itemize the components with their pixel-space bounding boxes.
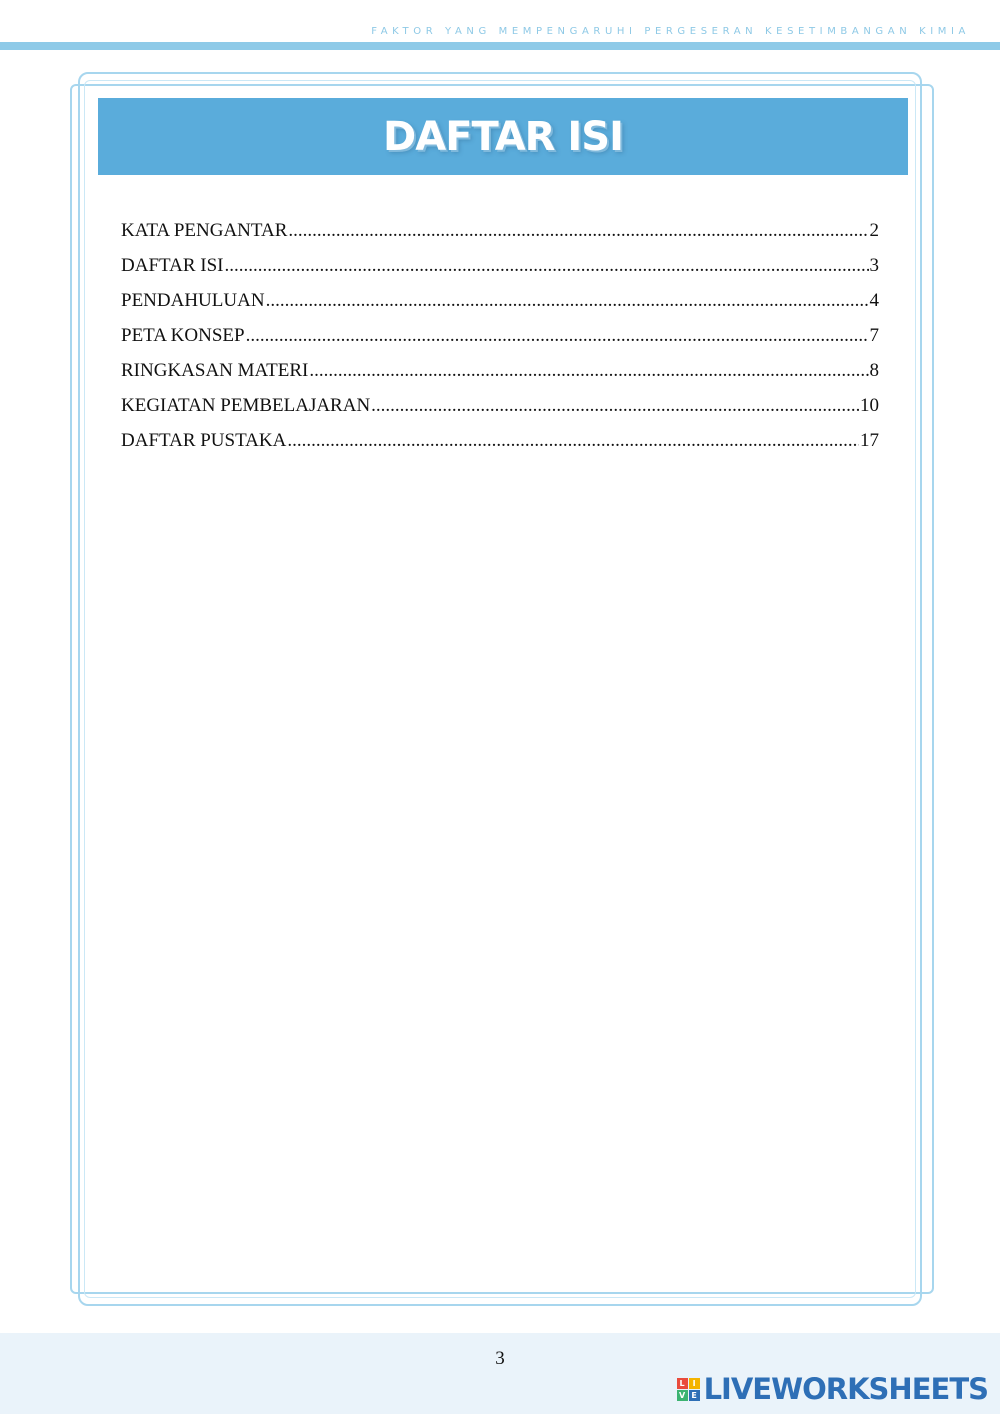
logo-square-l: L: [677, 1378, 688, 1389]
toc-entry-page: 8: [869, 360, 879, 381]
toc-dot-leader: [288, 220, 868, 242]
logo-square-e: E: [689, 1390, 700, 1401]
toc-entry-label: DAFTAR PUSTAKA: [121, 430, 287, 451]
toc-dot-leader: [371, 395, 859, 417]
toc-entry[interactable]: [121, 220, 879, 255]
liveworksheets-logo-icon: [677, 1378, 700, 1401]
toc-entry-page: 4: [869, 290, 879, 311]
toc-entry[interactable]: [121, 325, 879, 360]
table-of-contents: [121, 220, 879, 465]
page-number: 3: [495, 1348, 505, 1369]
toc-entry-label: KEGIATAN PEMBELAJARAN: [121, 395, 371, 416]
logo-square-i: I: [689, 1378, 700, 1389]
toc-entry[interactable]: [121, 430, 879, 465]
toc-entry-label: KATA PENGANTAR: [121, 220, 288, 241]
toc-dot-leader: [224, 255, 868, 277]
toc-entry-page: 7: [869, 325, 879, 346]
toc-entry-page: 10: [860, 395, 879, 416]
toc-entry-page: 3: [869, 255, 879, 276]
running-header-title: FAKTOR YANG MEMPENGARUHI PERGESERAN KESETIMBANGAN KIMIA: [371, 26, 970, 37]
toc-entry-label: RINGKASAN MATERI: [121, 360, 309, 381]
toc-entry[interactable]: [121, 290, 879, 325]
title-banner: [98, 98, 908, 175]
toc-entry[interactable]: [121, 360, 879, 395]
toc-dot-leader: [287, 430, 859, 452]
logo-square-v: V: [677, 1390, 688, 1401]
toc-entry-label: PETA KONSEP: [121, 325, 245, 346]
toc-dot-leader: [309, 360, 868, 382]
toc-entry[interactable]: [121, 395, 879, 430]
page-title: DAFTAR ISI: [383, 113, 623, 160]
toc-entry-label: DAFTAR ISI: [121, 255, 224, 276]
toc-entry-page: 2: [869, 220, 879, 241]
liveworksheets-logo-text: LIVEWORKSHEETS: [703, 1372, 988, 1406]
liveworksheets-logo[interactable]: [677, 1372, 988, 1406]
toc-entry-page: 17: [860, 430, 879, 451]
toc-dot-leader: [266, 290, 869, 312]
header-rule: [0, 42, 1000, 50]
toc-entry[interactable]: [121, 255, 879, 290]
toc-dot-leader: [246, 325, 869, 347]
toc-entry-label: PENDAHULUAN: [121, 290, 265, 311]
